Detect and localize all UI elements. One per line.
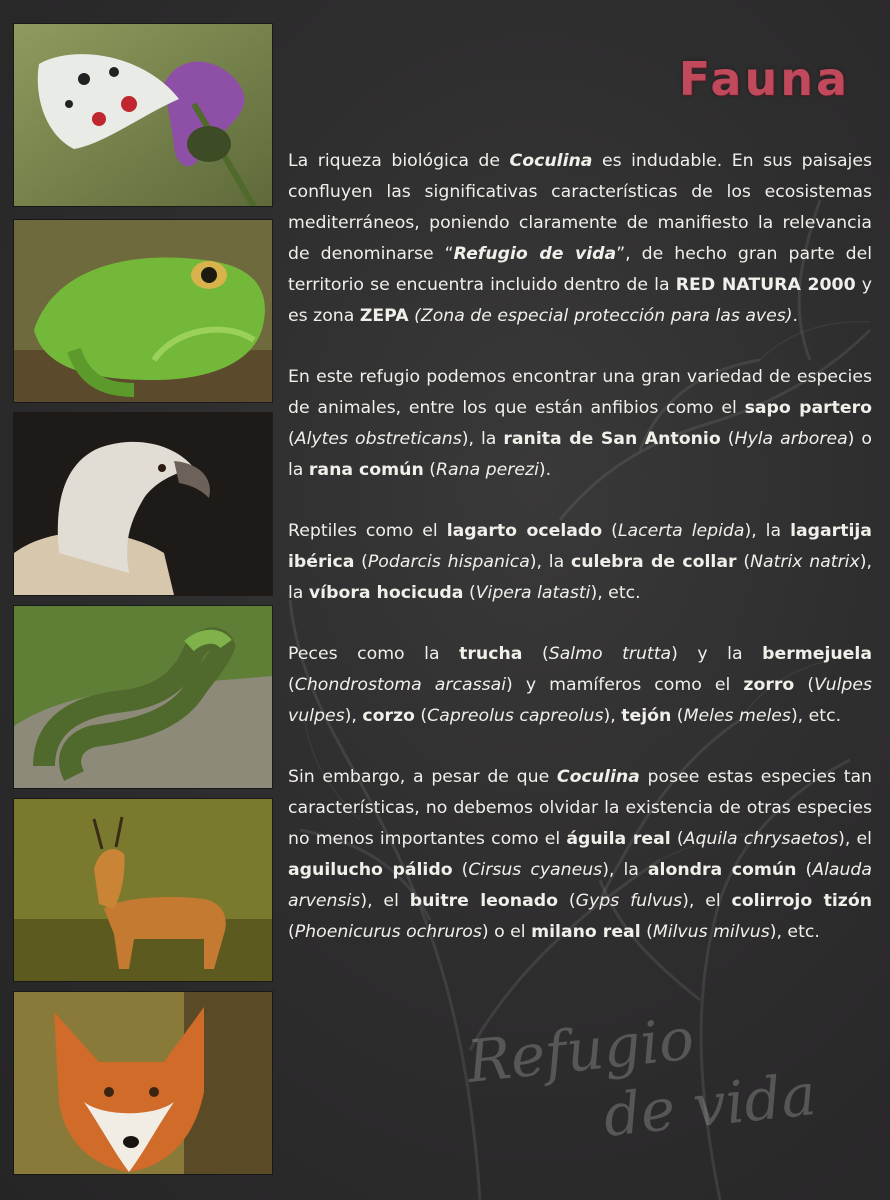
scientific-name: Alauda arvensis xyxy=(288,860,872,911)
lizard-photo xyxy=(14,606,272,788)
paragraph-amphibians: En este refugio podemos encontrar una gran variedad de especies de animales, entre los que están anfibios como el sapo partero (Alytes obstreticans), la ranita de San Antonio (Hyla arborea) o la rana común (Rana perezi). xyxy=(288,367,872,480)
emphasis-term: buitre leonado xyxy=(409,891,558,911)
scientific-name: Vulpes vulpes xyxy=(288,675,872,726)
emphasis-term: tejón xyxy=(621,706,672,726)
frog-photo xyxy=(14,220,272,402)
lizard-image xyxy=(14,606,272,788)
fox-image xyxy=(14,992,272,1174)
paragraph-intro: La riqueza biológica de Coculina es indudable. En sus paisajes confluyen las significativas características de los ecosistemas mediterráneos, poniendo claramente de manifiesto la relevancia de denominarse “Refugio de vida”, de hecho gran parte del territorio se encuentra incluido dentro de la RED NATURA 2000 y es zona ZEPA (Zona de especial protección para las aves). xyxy=(288,151,873,326)
page-title: Fauna xyxy=(678,52,850,106)
emphasis-term: alondra común xyxy=(647,860,797,880)
emphasis-term: RED NATURA 2000 xyxy=(675,275,856,295)
vulture-photo xyxy=(14,413,272,595)
paragraph-reptiles: Reptiles como el lagarto ocelado (Lacerta lepida), la lagartija ibérica (Podarcis hispanica), la culebra de collar (Natrix natrix), la víbora hocicuda (Vipera latasti), etc. xyxy=(288,521,872,603)
emphasis-term: lagarto ocelado xyxy=(446,521,603,541)
scientific-name: Rana perezi xyxy=(436,460,539,480)
scientific-name: Vipera latasti xyxy=(475,583,591,603)
scientific-name: Gyps fulvus xyxy=(575,891,683,911)
deer-photo xyxy=(14,799,272,981)
scientific-name: Podarcis hispanica xyxy=(367,552,530,572)
emphasis-term: ranita de San Antonio xyxy=(503,429,721,449)
emphasis-term: milano real xyxy=(531,922,641,942)
emphasis-term: Coculina xyxy=(556,767,640,787)
emphasis-term: rana común xyxy=(308,460,424,480)
frog-image xyxy=(14,220,272,402)
watermark-line-2: de vida xyxy=(600,1060,820,1150)
watermark-line-1: Refugio xyxy=(463,1004,698,1096)
scientific-name: Cirsus cyaneus xyxy=(468,860,603,880)
scientific-name: Chondrostoma arcassai xyxy=(294,675,506,695)
emphasis-term: ZEPA xyxy=(359,306,409,326)
scientific-name: Hyla arborea xyxy=(734,429,848,449)
paragraph-birds: Sin embargo, a pesar de que Coculina posee estas especies tan características, no debemos olvidar la existencia de otras especies no menos importantes como el águila real (Aquila chrysaetos), el aguilucho pálido (Cirsus cyaneus), la alondra común (Alauda arvensis), el buitre leonado (Gyps fulvus), el colirrojo tizón (Phoenicurus ochruros) o el milano real (Milvus milvus), etc. xyxy=(288,767,873,942)
emphasis-term: zorro xyxy=(743,675,795,695)
emphasis-term: Refugio de vida xyxy=(453,244,617,264)
scientific-name: Aquila chrysaetos xyxy=(683,829,839,849)
emphasis-term: Coculina xyxy=(509,151,593,171)
scientific-name: Alytes obstreticans xyxy=(294,429,462,449)
scientific-name: Lacerta lepida xyxy=(617,521,745,541)
fox-photo xyxy=(14,992,272,1174)
emphasis-term: corzo xyxy=(362,706,415,726)
scientific-name: Meles meles xyxy=(683,706,791,726)
emphasis-term: aguilucho pálido xyxy=(288,860,453,880)
emphasis-term: águila real xyxy=(566,829,671,849)
butterfly-image xyxy=(14,24,272,206)
scientific-name: Phoenicurus ochruros xyxy=(294,922,482,942)
scientific-name: Natrix natrix xyxy=(750,552,860,572)
emphasis-term: víbora hocicuda xyxy=(308,583,464,603)
scientific-name: (Zona de especial protección para las aves) xyxy=(414,306,793,326)
scientific-name: Milvus milvus xyxy=(652,922,770,942)
emphasis-term: lagartija ibérica xyxy=(288,521,872,572)
scientific-name: Salmo trutta xyxy=(548,644,672,664)
emphasis-term: sapo partero xyxy=(744,398,872,418)
vulture-image xyxy=(14,413,272,595)
paragraph-fish-mammals: Peces como la trucha (Salmo trutta) y la bermejuela (Chondrostoma arcassai) y mamíferos como el zorro (Vulpes vulpes), corzo (Capreolus capreolus), tejón (Meles meles), etc. xyxy=(288,644,872,726)
body-text xyxy=(288,146,872,978)
emphasis-term: trucha xyxy=(459,644,523,664)
butterfly-photo xyxy=(14,24,272,206)
deer-image xyxy=(14,799,272,981)
scientific-name: Capreolus capreolus xyxy=(427,706,604,726)
emphasis-term: culebra de collar xyxy=(570,552,737,572)
emphasis-term: colirrojo tizón xyxy=(731,891,873,911)
emphasis-term: bermejuela xyxy=(762,644,872,664)
